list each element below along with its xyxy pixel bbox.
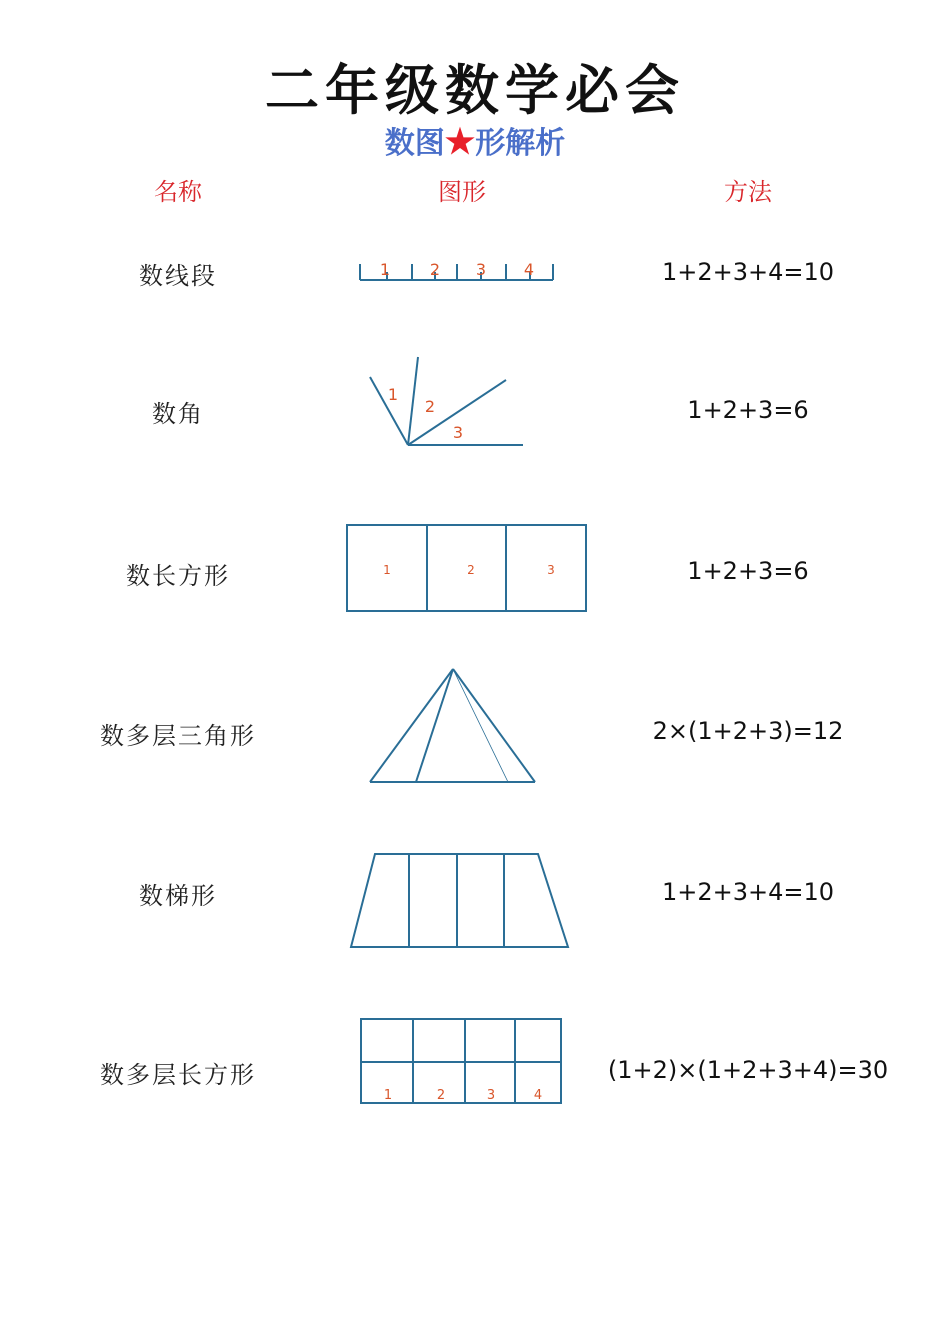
row-method-multilayer-triangle: 2×(1+2+3)=12	[652, 717, 844, 745]
trapezoid-figure	[348, 852, 572, 952]
trapezoid-outline	[351, 854, 568, 947]
subtitle-right: 形解析	[475, 126, 566, 161]
segment-label: 3	[475, 260, 487, 279]
triangle-inner-line	[416, 669, 453, 782]
segment-label: 2	[429, 260, 441, 279]
segment-label: 1	[379, 260, 391, 279]
row-name-multilayer-rectangle: 数多层长方形	[100, 1061, 256, 1089]
line-segment-figure	[355, 252, 565, 292]
angle-label: 1	[387, 385, 399, 404]
row-method-angle: 1+2+3=6	[687, 396, 809, 424]
triangle-side	[453, 669, 535, 782]
header-method: 方法	[724, 178, 772, 206]
segment-label: 4	[523, 260, 535, 279]
triangle-side	[370, 669, 453, 782]
angle-ray	[408, 357, 418, 445]
header-figure: 图形	[438, 178, 486, 206]
triangle-inner-line	[453, 669, 508, 782]
multilayer-rectangle-label: 1	[383, 1088, 393, 1103]
rectangle-label: 1	[383, 563, 391, 577]
angle-figure	[360, 352, 530, 452]
rectangle-figure	[346, 524, 588, 614]
row-name-rectangle: 数长方形	[126, 562, 230, 590]
multilayer-rectangle-label: 2	[436, 1088, 446, 1103]
multilayer-rectangle-figure	[360, 1018, 564, 1108]
row-name-trapezoid: 数梯形	[139, 882, 217, 910]
row-method-multilayer-rectangle: (1+2)×(1+2+3+4)=30	[607, 1056, 889, 1084]
rectangle-label: 3	[547, 563, 555, 577]
rectangle-label: 2	[467, 563, 475, 577]
row-method-trapezoid: 1+2+3+4=10	[661, 878, 835, 906]
star-icon: ★	[444, 122, 476, 162]
subtitle-left: 数图	[384, 126, 445, 161]
multilayer-rectangle-label: 3	[486, 1088, 496, 1103]
triangle-figure	[368, 666, 538, 786]
row-method-rectangle: 1+2+3=6	[687, 557, 809, 585]
angle-label: 3	[452, 423, 464, 442]
header-name: 名称	[154, 178, 202, 206]
page-title: 二年级数学必会	[265, 58, 685, 122]
row-name-multilayer-triangle: 数多层三角形	[100, 722, 256, 750]
page-subtitle	[0, 118, 950, 162]
angle-label: 2	[424, 397, 436, 416]
row-name-line-segment: 数线段	[139, 262, 217, 290]
row-method-line-segment: 1+2+3+4=10	[661, 258, 835, 286]
row-name-angle: 数角	[152, 400, 204, 428]
multilayer-rectangle-label: 4	[533, 1088, 543, 1103]
